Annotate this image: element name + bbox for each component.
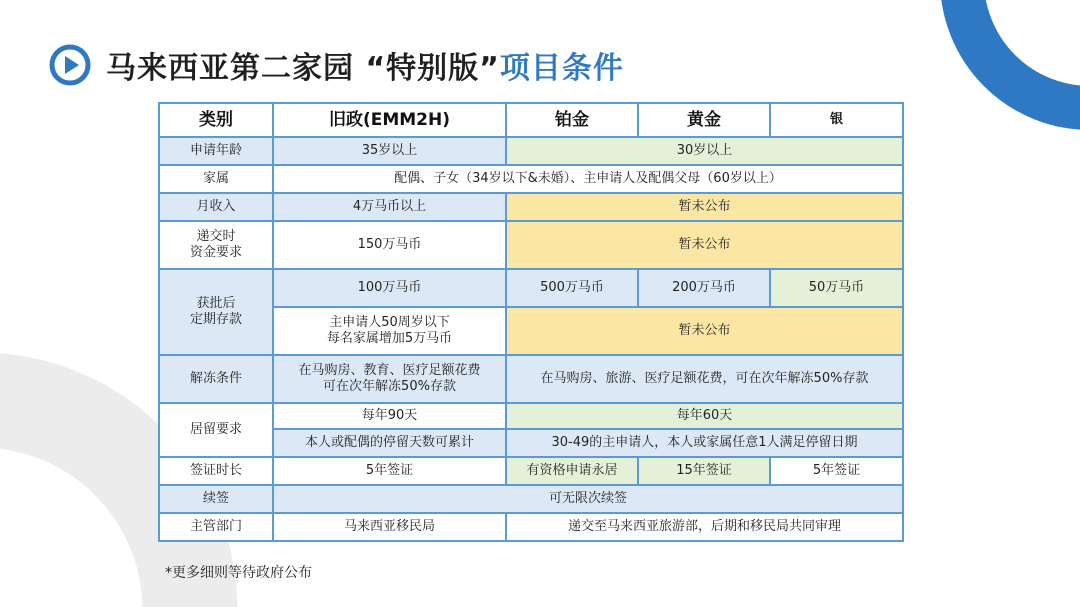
- title-main: 马来西亚第二家园 “特别版”: [106, 51, 500, 86]
- row-label-age: 申请年龄: [159, 137, 273, 165]
- cell-authority-old: 马来西亚移民局: [273, 513, 506, 541]
- cell-renew: 可无限次续签: [273, 485, 903, 513]
- row-label-income: 月收入: [159, 193, 273, 221]
- cell-family: 配偶、子女（34岁以下&未婚）、主申请人及配偶父母（60岁以上）: [273, 165, 903, 193]
- table-row: [159, 165, 903, 193]
- row-label-visa: 签证时长: [159, 457, 273, 485]
- row-label-family: 家属: [159, 165, 273, 193]
- cell-deposit-platinum: 500万马币: [506, 269, 638, 307]
- cell-deposit-gold: 200万马币: [638, 269, 770, 307]
- header-category: 类别: [159, 103, 273, 137]
- cell-release-new: 在马购房、旅游、医疗足额花费，可在次年解冻50%存款: [506, 355, 903, 403]
- top-right-arc: [962, 0, 1080, 108]
- table-row: [159, 355, 903, 403]
- table-row: [159, 403, 903, 429]
- cell-residence-old: 每年90天: [273, 403, 506, 429]
- conditions-table: [158, 102, 904, 542]
- table-row: [159, 513, 903, 541]
- table-header-row: [159, 103, 903, 137]
- cell-deposit-silver: 50万马币: [770, 269, 903, 307]
- table-row: [159, 457, 903, 485]
- title-highlight: 项目条件: [499, 51, 624, 86]
- cell-line: 每名家属增加5万马币: [326, 331, 453, 346]
- title-row: [48, 40, 624, 90]
- table-row: [159, 269, 903, 307]
- cell-residence-old-note: 本人或配偶的停留天数可累计: [273, 429, 506, 457]
- cell-release-old: [273, 355, 506, 403]
- header-old-policy: 旧政(EMM2H): [273, 103, 506, 137]
- header-gold: 黄金: [638, 103, 770, 137]
- cell-deposit-old: 100万马币: [273, 269, 506, 307]
- cell-residence-new: 每年60天: [506, 403, 903, 429]
- cell-age-old: 35岁以上: [273, 137, 506, 165]
- label-line: 定期存款: [189, 312, 242, 327]
- cell-income-new: 暂未公布: [506, 193, 903, 221]
- label-line: 递交时: [196, 229, 236, 244]
- page-title: [106, 43, 624, 87]
- header-platinum: 铂金: [506, 103, 638, 137]
- cell-line: 在马购房、教育、医疗足额花费: [298, 363, 481, 378]
- cell-income-old: 4万马币以上: [273, 193, 506, 221]
- table-row: [159, 193, 903, 221]
- label-line: 获批后: [196, 296, 236, 311]
- cell-funds-new: 暂未公布: [506, 221, 903, 269]
- row-label-release: 解冻条件: [159, 355, 273, 403]
- table-row: [159, 221, 903, 269]
- cell-visa-platinum: 有资格申请永居: [506, 457, 638, 485]
- cell-line: 可在次年解冻50%存款: [323, 379, 456, 394]
- row-label-funds: [159, 221, 273, 269]
- cell-residence-new-note: 30-49的主申请人，本人或家属任意1人满足停留日期: [506, 429, 903, 457]
- cell-funds-old: 150万马币: [273, 221, 506, 269]
- row-label-residence: 居留要求: [159, 403, 273, 457]
- cell-age-new: 30岁以上: [506, 137, 903, 165]
- cell-deposit-old-extra: [273, 307, 506, 355]
- cell-authority-new: 递交至马来西亚旅游部，后期和移民局共同审理: [506, 513, 903, 541]
- cell-visa-old: 5年签证: [273, 457, 506, 485]
- footnote: *更多细则等待政府公布: [165, 565, 312, 581]
- cell-visa-gold: 15年签证: [638, 457, 770, 485]
- play-circle-icon: [48, 43, 92, 87]
- label-line: 资金要求: [189, 245, 242, 260]
- row-label-renew: 续签: [159, 485, 273, 513]
- row-label-authority: 主管部门: [159, 513, 273, 541]
- cell-deposit-new-extra: 暂未公布: [506, 307, 903, 355]
- table-row: [159, 137, 903, 165]
- cell-line: 主申请人50周岁以下: [329, 315, 450, 330]
- header-silver: 银: [770, 103, 903, 137]
- table-row: [159, 485, 903, 513]
- cell-visa-silver: 5年签证: [770, 457, 903, 485]
- row-label-deposit: [159, 269, 273, 355]
